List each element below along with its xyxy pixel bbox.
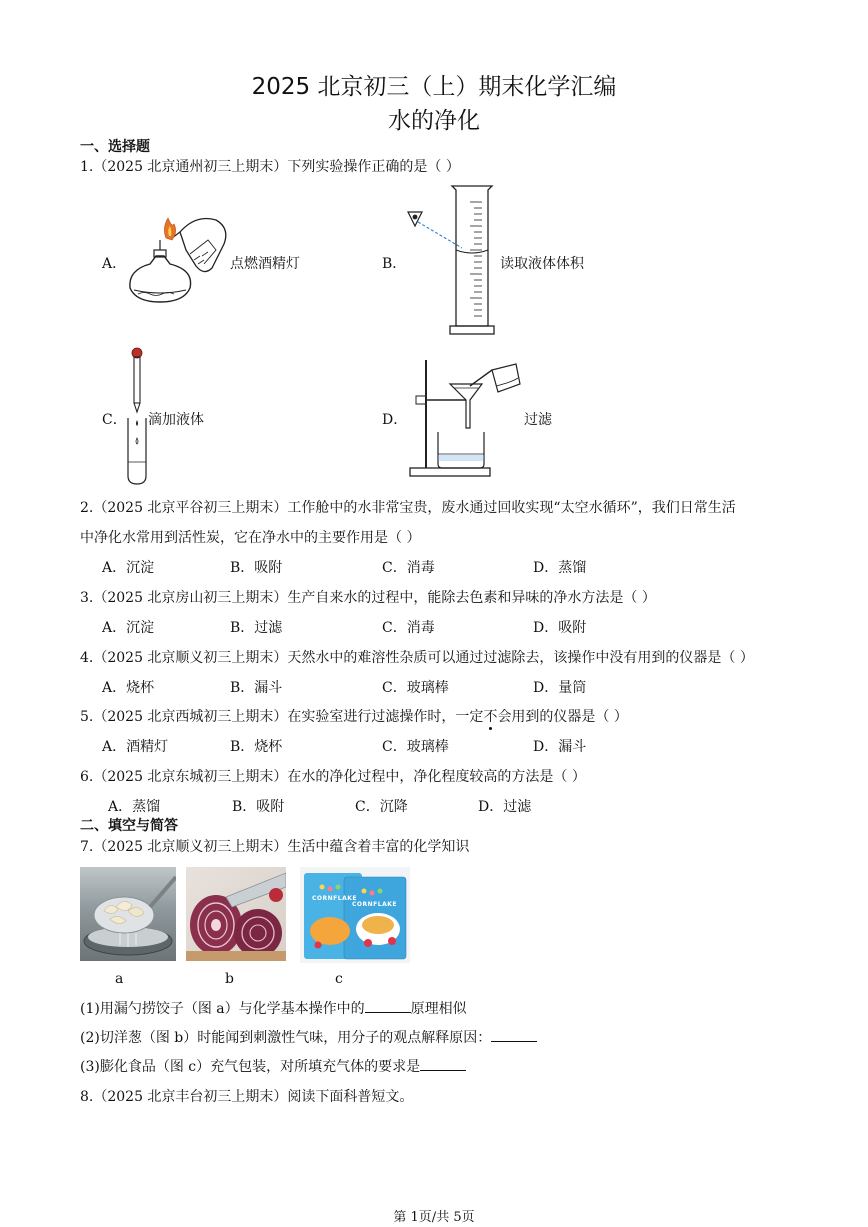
puffed-food-bag-photo — [300, 867, 410, 963]
onion-cutting-photo — [186, 867, 286, 961]
document-subtitle: 水的净化 — [388, 108, 480, 134]
alcohol-lamp-lighting-icon — [124, 210, 232, 310]
q5-option-d: D．漏斗 — [533, 739, 587, 755]
answer-blank-1[interactable] — [365, 998, 411, 1013]
q3-option-a: A．沉淀 — [102, 620, 155, 636]
q5-option-b: B．烧杯 — [230, 739, 283, 755]
q3-option-b: B．过滤 — [230, 620, 283, 636]
q4-option-b: B．漏斗 — [230, 680, 283, 696]
question-1-stem: 1.（2025 北京通州初三上期末）下列实验操作正确的是（ ） — [80, 159, 460, 175]
q1-option-c-text: 滴加液体 — [148, 412, 204, 428]
q2-option-b: B．吸附 — [230, 560, 283, 576]
question-8-stem: 8.（2025 北京丰台初三上期末）阅读下面科普短文。 — [80, 1089, 414, 1105]
emphasis-dot-word: 不 — [483, 709, 498, 725]
question-7-part-3: (3)膨化食品（图 c）充气包装，对所填充气体的要求是 — [80, 1056, 466, 1076]
question-6-stem: 6.（2025 北京东城初三上期末）在水的净化过程中，净化程度较高的方法是（ ） — [80, 769, 586, 785]
q1-option-d-text: 过滤 — [524, 412, 552, 428]
dumpling-ladle-photo — [80, 867, 176, 961]
q4-option-a: A．烧杯 — [102, 680, 155, 696]
figure-label-a: a — [115, 971, 124, 987]
q4-option-d: D．量筒 — [533, 680, 587, 696]
q3-option-c: C．消毒 — [382, 620, 435, 636]
q1-option-d-letter: D． — [382, 412, 408, 428]
answer-blank-3[interactable] — [420, 1056, 466, 1071]
q4-option-c: C．玻璃棒 — [382, 680, 449, 696]
question-7-part-2: (2)切洋葱（图 b）时能闻到刺激性气味，用分子的观点解释原因： — [80, 1027, 537, 1047]
q3-option-d: D．吸附 — [533, 620, 587, 636]
question-5-stem: 5.（2025 北京西城初三上期末）在实验室进行过滤操作时，一定不会用到的仪器是（ ） — [80, 709, 628, 725]
q2-option-d: D．蒸馏 — [533, 560, 587, 576]
figure-label-b: b — [225, 971, 234, 987]
q6-option-a: A．蒸馏 — [108, 799, 161, 815]
page-footer: 第 1页/共 5页 — [393, 1210, 475, 1225]
question-7-part-1: (1)用漏勺捞饺子（图 a）与化学基本操作中的 原理相似 — [80, 998, 467, 1018]
question-3-stem: 3.（2025 北京房山初三上期末）生产自来水的过程中，能除去色素和异味的净水方法是（ ） — [80, 590, 656, 606]
q6-option-c: C．沉降 — [355, 799, 408, 815]
q1-option-a-text: 点燃酒精灯 — [230, 256, 300, 272]
question-4-stem: 4.（2025 北京顺义初三上期末）天然水中的难溶性杂质可以通过过滤除去，该操作中没有用到的仪器是（ ） — [80, 650, 754, 666]
question-7-stem: 7.（2025 北京顺义初三上期末）生活中蕴含着丰富的化学知识 — [80, 839, 470, 855]
q1-option-b-letter: B． — [382, 256, 407, 272]
q1-option-a-letter: A． — [102, 256, 127, 272]
q6-option-b: B．吸附 — [232, 799, 285, 815]
bag-label-left: CORNFLAKE — [312, 895, 357, 902]
q6-option-d: D．过滤 — [478, 799, 532, 815]
bag-label-right: CORNFLAKE — [352, 901, 397, 908]
q5-option-c: C．玻璃棒 — [382, 739, 449, 755]
answer-blank-2[interactable] — [491, 1027, 537, 1042]
section-heading-choice: 一、选择题 — [80, 139, 150, 155]
q2-option-c: C．消毒 — [382, 560, 435, 576]
graduated-cylinder-reading-icon — [404, 182, 500, 338]
q5-option-a: A．酒精灯 — [102, 739, 169, 755]
document-title: 2025 北京初三（上）期末化学汇编 — [251, 74, 617, 100]
figure-label-c: c — [335, 971, 343, 987]
section-heading-fill: 二、填空与简答 — [80, 818, 178, 834]
q1-option-c-letter: C． — [102, 412, 127, 428]
question-2-line-2: 中净化水常用到活性炭，它在净水中的主要作用是（ ） — [80, 530, 421, 546]
q2-option-a: A．沉淀 — [102, 560, 155, 576]
question-2-line-1: 2.（2025 北京平谷初三上期末）工作舱中的水非常宝贵，废水通过回收实现“太空水循环”，我们日常生活 — [80, 500, 736, 516]
q1-option-b-text: 读取液体体积 — [500, 256, 584, 272]
filtration-apparatus-icon — [408, 356, 524, 478]
